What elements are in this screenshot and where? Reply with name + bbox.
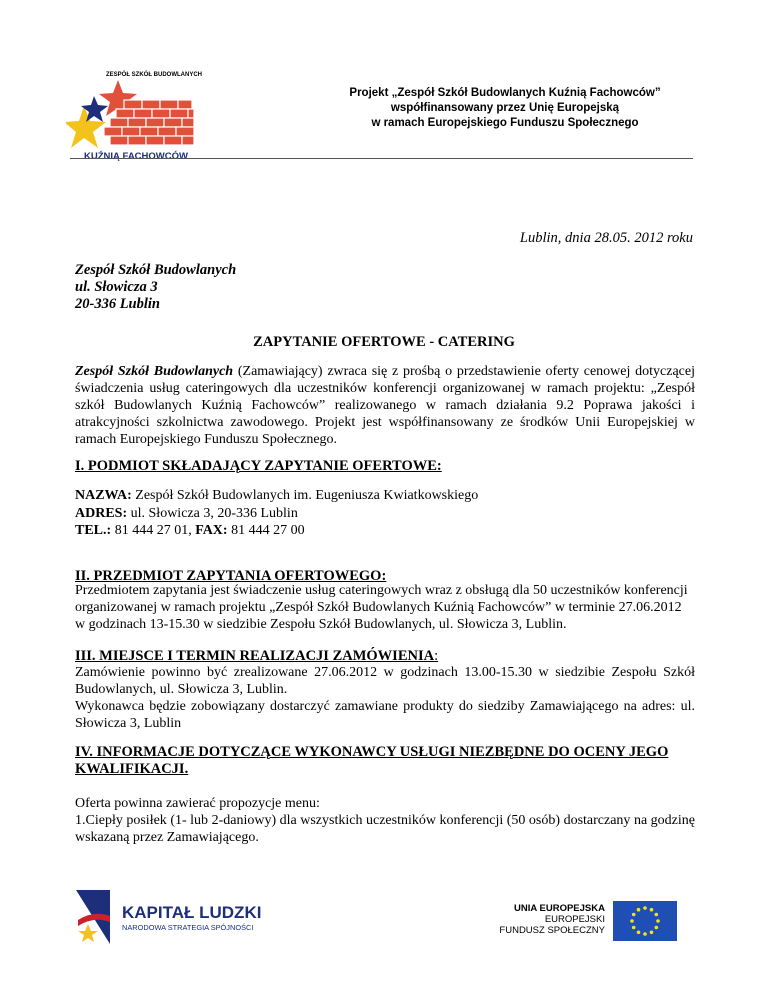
recipient-line: 20-336 Lublin — [75, 296, 160, 312]
fax-label: FAX: — [195, 523, 228, 538]
tel-value: 81 444 27 01, — [111, 523, 196, 538]
logo-school-text: ZESPÓŁ SZKÓŁ BUDOWLANYCH — [106, 72, 202, 78]
intro-lead: Zespół Szkół Budowlanych — [75, 364, 234, 379]
recipient-line: ul. Słowicza 3 — [75, 279, 158, 295]
section2-line: organizowanej w ramach projektu „Zespół Szkół Budowlanych Kuźnią Fachowców” w terminie 27.06.2012 — [75, 600, 682, 615]
section2-line: w godzinach 13-15.30 w siedzibie Zespołu Szkół Budowlanych, ul. Słowicza 3, Lublin. — [75, 617, 567, 632]
document-title: ZAPYTANIE OFERTOWE - CATERING — [253, 334, 515, 350]
recipient-address — [75, 262, 236, 313]
project-line: współfinansowany przez Unię Europejską — [390, 102, 620, 114]
eu-flag-icon — [613, 901, 677, 941]
date-line: Lublin, dnia 28.05. 2012 roku — [519, 230, 693, 246]
addr-value: ul. Słowicza 3, 20-336 Lublin — [127, 505, 298, 521]
recipient-line: Zespół Szkół Budowlanych — [75, 262, 237, 278]
eu-line2: EUROPEJSKI — [544, 914, 605, 925]
section3-para2: Wykonawca będzie zobowiązany dostarczyć zamawiane produkty do siedziby Zamawiającego na adres: ul. Słowicza 3, Lublin — [75, 699, 695, 731]
name-value: Zespół Szkół Budowlanych im. Eugeniusza Kwiatkowskiego — [131, 488, 479, 503]
name-label: NAZWA: — [75, 488, 132, 503]
tel-label: TEL.: — [75, 523, 112, 538]
section2-paragraph — [75, 582, 695, 633]
section4-para2: 1.Ciepły posiłek (1- lub 2-daniowy) dla wszystkich uczestników konferencji (50 osób) dostarczany na godzinę wskazaną przez Zamawiającego. — [75, 813, 695, 845]
header-divider — [70, 158, 693, 159]
fax-value: 81 444 27 00 — [227, 523, 305, 538]
kl-title: KAPITAŁ LUDZKI — [122, 903, 262, 922]
section2-heading: II. PRZEDMIOT ZAPYTANIA OFERTOWEGO: — [75, 568, 387, 584]
kapital-ludzki-logo — [70, 880, 270, 952]
project-line: w ramach Europejskiego Funduszu Społecznego — [371, 117, 639, 129]
section3-heading-suffix: : — [434, 648, 439, 664]
eu-line3: FUNDUSZ SPOŁECZNY — [499, 925, 605, 936]
school-logo — [66, 66, 206, 162]
section1-heading: I. PODMIOT SKŁADAJĄCY ZAPYTANIE OFERTOWE: — [75, 458, 442, 474]
section2-line: Przedmiotem zapytania jest świadczenie usług cateringowych wraz z obsługą dla 50 uczestników konferencji — [75, 583, 688, 598]
section4-para1: Oferta powinna zawierać propozycje menu: — [75, 796, 320, 811]
intro-text: (Zamawiający) zwraca się z prośbą o przedstawienie oferty cenowej dotyczącej świadczenia usług cateringowych dla uczestników konferencji organizowanej w ramach projektu: „Zespół szkół Budowlanych Kuźnią Fachowców” realizowanego w ramach działania 9.2 Poprawa jakości i atrakcyjności szkolnictwa zawodowego. Projekt jest współfinansowany ze środków Unii Europejskiej w ramach Europejskiego Funduszu Społecznego. — [75, 364, 695, 447]
project-info — [330, 86, 680, 131]
section3-heading-text: III. MIEJSCE I TERMIN REALIZACJI ZAMÓWIENIA — [75, 648, 435, 664]
section4-paragraph — [75, 795, 695, 846]
section3-para1: Zamówienie powinno być zrealizowane 27.06.2012 w godzinach 13.00-15.30 w siedzibie Zespołu Szkół Budowlanych, ul. Słowicza 3, Lublin. — [75, 665, 695, 697]
tel-row — [75, 522, 695, 540]
section1-info — [75, 487, 695, 540]
section4-heading: IV. INFORMACJE DOTYCZĄCE WYKONAWCY USŁUGI NIEZBĘDNE DO OCENY JEGO KWALIFIKACJI. — [75, 744, 669, 777]
addr-row — [75, 505, 695, 523]
name-row — [75, 487, 695, 505]
intro-paragraph — [75, 363, 695, 448]
addr-label: ADRES: — [75, 505, 128, 521]
project-line: Projekt „Zespół Szkół Budowlanych Kuźnią Fachowców” — [349, 87, 661, 99]
logo-caption: KUŹNIĄ FACHOWCÓW — [84, 151, 188, 162]
kl-subtitle: NARODOWA STRATEGIA SPÓJNOŚCI — [122, 923, 254, 932]
eu-title: UNIA EUROPEJSKA — [514, 903, 605, 914]
eu-text — [480, 903, 605, 936]
section3-heading — [75, 648, 695, 665]
section3-paragraph — [75, 664, 695, 732]
